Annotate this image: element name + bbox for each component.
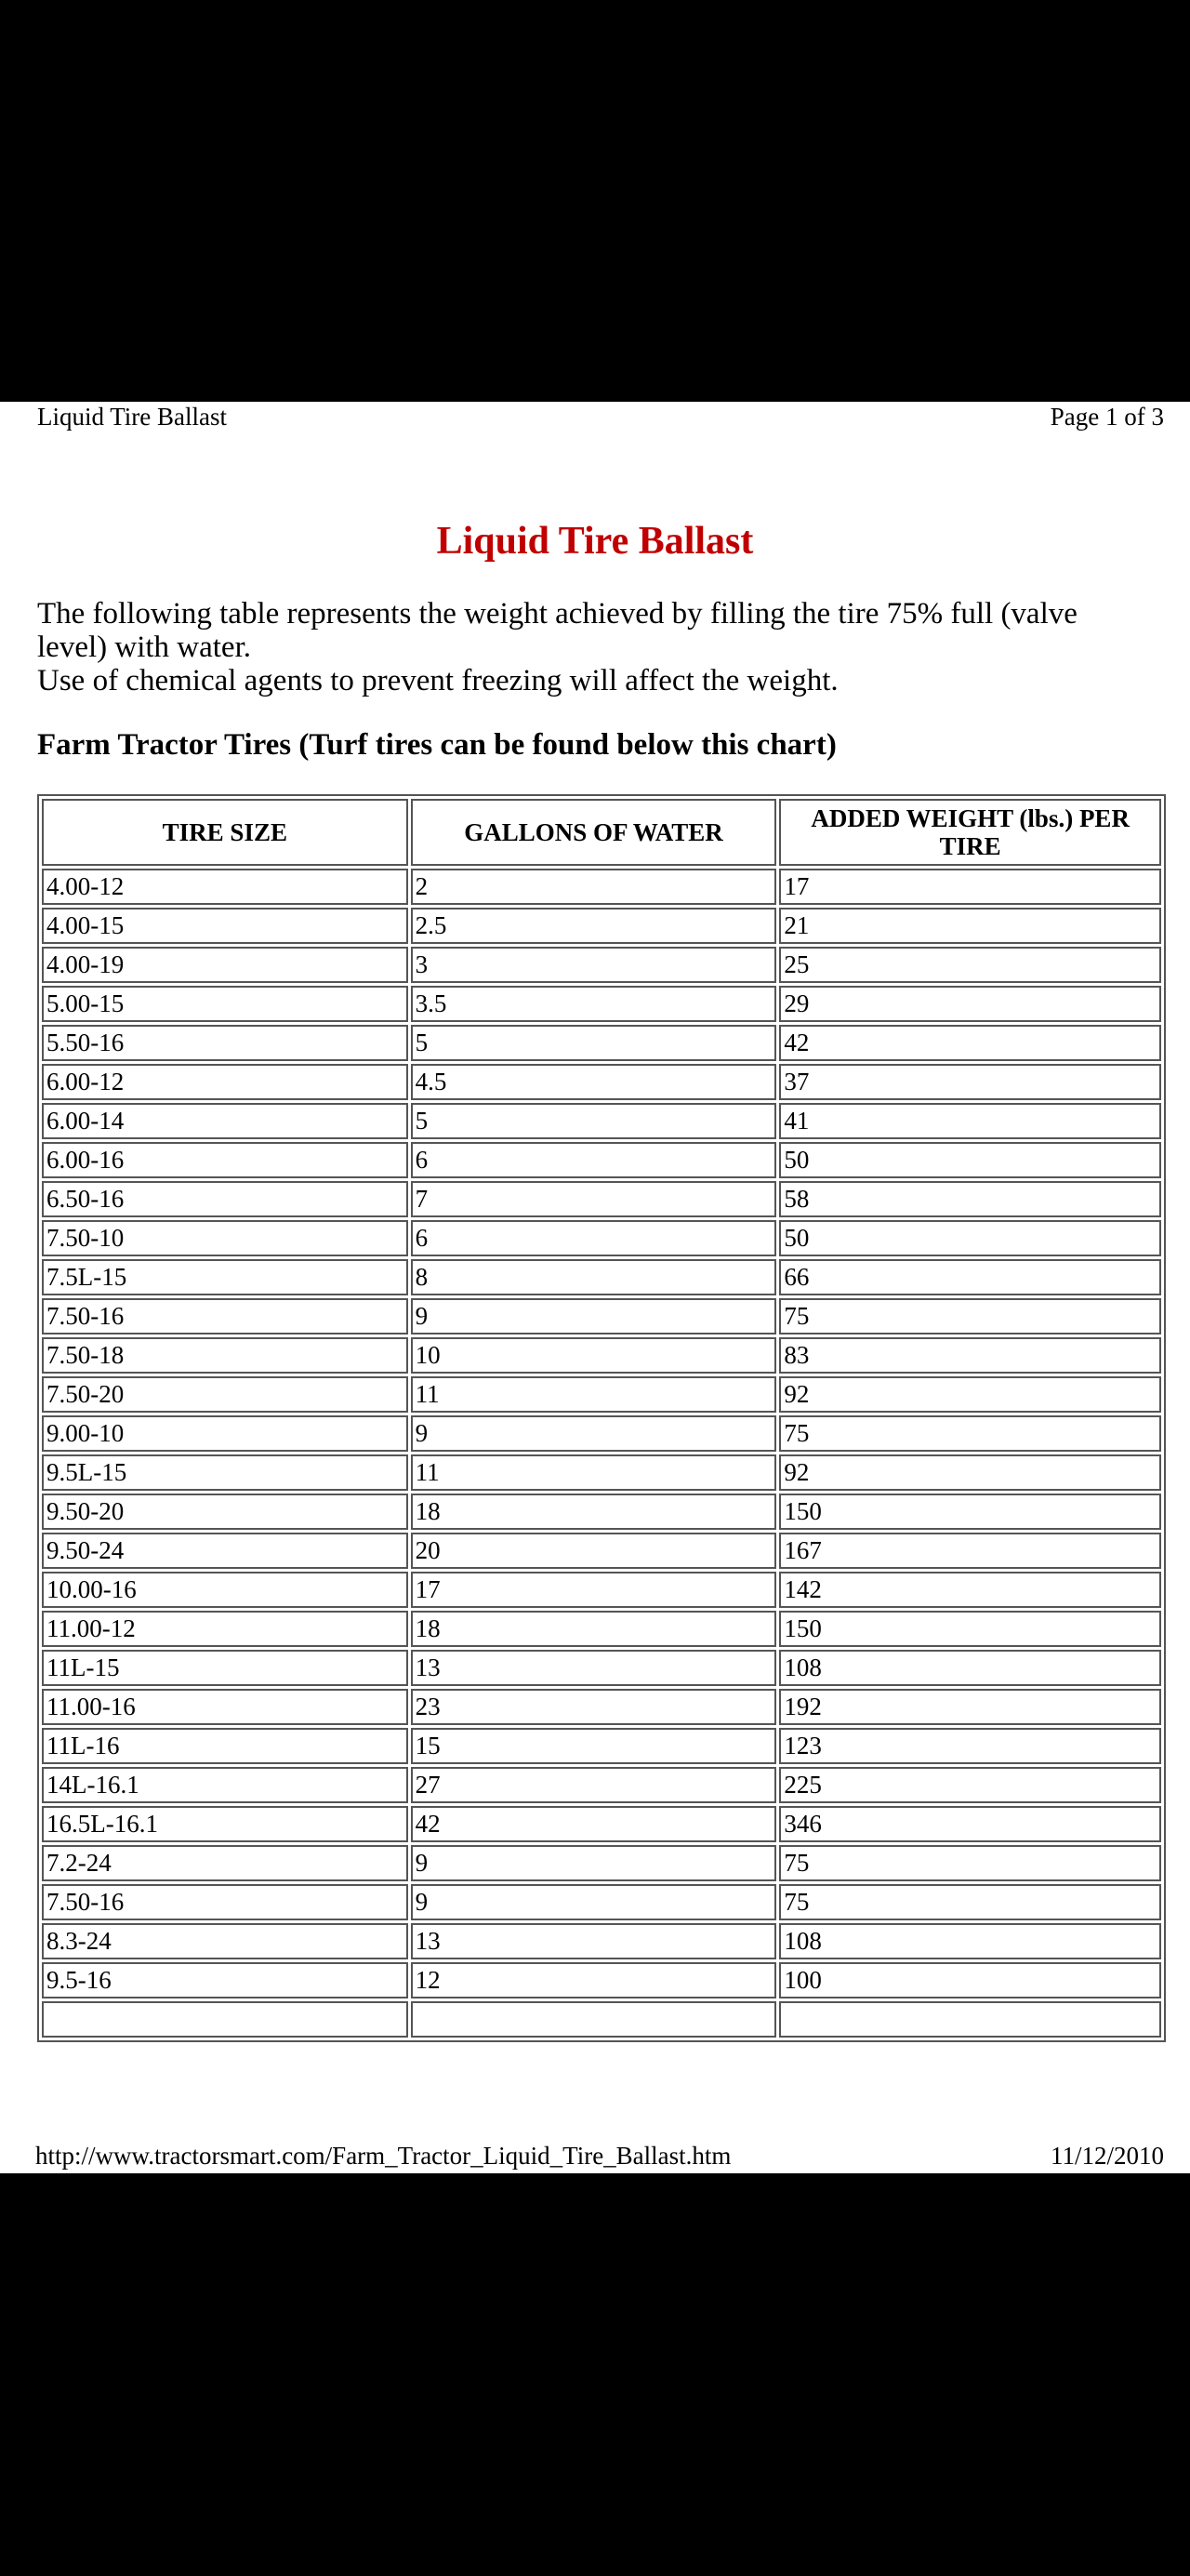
document-page: [0, 402, 1190, 2173]
table-row: [42, 1103, 1161, 1139]
table-row: [42, 1025, 1161, 1061]
cell-added-weight: 225: [779, 1767, 1161, 1803]
cell-tire-size: 8.3-24: [42, 1923, 408, 1959]
cell-gallons: 6: [411, 1142, 777, 1178]
cell-gallons: 6: [411, 1220, 777, 1256]
cell-gallons: 3: [411, 947, 777, 983]
table-row: [42, 1650, 1161, 1686]
cell-tire-size: 9.50-24: [42, 1533, 408, 1569]
cell-added-weight: 167: [779, 1533, 1161, 1569]
cell-gallons: 9: [411, 1415, 777, 1452]
table-row: [42, 1220, 1161, 1256]
cell-tire-size: 9.50-20: [42, 1494, 408, 1530]
cell-added-weight: [779, 2001, 1161, 2038]
cell-added-weight: 75: [779, 1884, 1161, 1920]
table-row: [42, 1298, 1161, 1334]
cell-added-weight: 29: [779, 986, 1161, 1022]
cell-gallons: 9: [411, 1845, 777, 1881]
cell-added-weight: 142: [779, 1572, 1161, 1608]
table-row: [42, 947, 1161, 983]
table-row: [42, 1181, 1161, 1217]
table-row: [42, 1454, 1161, 1491]
table-row: [42, 1494, 1161, 1530]
cell-added-weight: 17: [779, 869, 1161, 905]
cell-added-weight: 50: [779, 1142, 1161, 1178]
footer-url: http://www.tractorsmart.com/Farm_Tractor_Liquid_Tire_Ballast.htm: [35, 2142, 732, 2170]
table-row: [42, 986, 1161, 1022]
cell-added-weight: 92: [779, 1454, 1161, 1491]
cell-gallons: 5: [411, 1025, 777, 1061]
cell-gallons: 23: [411, 1689, 777, 1725]
cell-tire-size: 10.00-16: [42, 1572, 408, 1608]
cell-tire-size: 4.00-12: [42, 869, 408, 905]
cell-added-weight: 83: [779, 1337, 1161, 1374]
table-row: [42, 1611, 1161, 1647]
cell-gallons: 42: [411, 1806, 777, 1842]
table-row: [42, 1689, 1161, 1725]
cell-tire-size: 6.50-16: [42, 1181, 408, 1217]
cell-gallons: 12: [411, 1962, 777, 1998]
table-row: [42, 1142, 1161, 1178]
cell-tire-size: 6.00-14: [42, 1103, 408, 1139]
cell-added-weight: 92: [779, 1376, 1161, 1413]
cell-tire-size: [42, 2001, 408, 2038]
table-container: [37, 794, 1166, 2450]
cell-added-weight: 41: [779, 1103, 1161, 1139]
cell-gallons: 9: [411, 1298, 777, 1334]
cell-added-weight: 66: [779, 1259, 1161, 1295]
cell-added-weight: 50: [779, 1220, 1161, 1256]
table-row: [42, 1962, 1161, 1998]
cell-tire-size: 5.50-16: [42, 1025, 408, 1061]
cell-added-weight: 37: [779, 1064, 1161, 1100]
ballast-table: [37, 794, 1166, 2042]
table-row: [42, 1767, 1161, 1803]
cell-added-weight: 150: [779, 1494, 1161, 1530]
cell-tire-size: 11L-15: [42, 1650, 408, 1686]
cell-tire-size: 9.5-16: [42, 1962, 408, 1998]
cell-gallons: 13: [411, 1923, 777, 1959]
table-row: [42, 2001, 1161, 2038]
cell-added-weight: 100: [779, 1962, 1161, 1998]
cell-tire-size: 4.00-19: [42, 947, 408, 983]
cell-added-weight: 58: [779, 1181, 1161, 1217]
cell-added-weight: 75: [779, 1845, 1161, 1881]
cell-gallons: 11: [411, 1454, 777, 1491]
cell-tire-size: 7.50-16: [42, 1884, 408, 1920]
cell-gallons: 4.5: [411, 1064, 777, 1100]
table-row: [42, 1845, 1161, 1881]
cell-added-weight: 108: [779, 1650, 1161, 1686]
cell-gallons: 18: [411, 1494, 777, 1530]
cell-tire-size: 7.50-10: [42, 1220, 408, 1256]
cell-tire-size: 4.00-15: [42, 908, 408, 944]
cell-tire-size: 7.50-20: [42, 1376, 408, 1413]
table-header-row: [42, 799, 1161, 866]
cell-gallons: 8: [411, 1259, 777, 1295]
cell-gallons: 5: [411, 1103, 777, 1139]
cell-added-weight: 75: [779, 1415, 1161, 1452]
table-row: [42, 869, 1161, 905]
cell-tire-size: 9.5L-15: [42, 1454, 408, 1491]
table-row: [42, 1533, 1161, 1569]
table-row: [42, 1884, 1161, 1920]
cell-tire-size: 14L-16.1: [42, 1767, 408, 1803]
cell-gallons: 11: [411, 1376, 777, 1413]
intro-line-2: Use of chemical agents to prevent freezing will affect the weight.: [37, 664, 839, 697]
page-number: Page 1 of 3: [1050, 403, 1164, 431]
cell-gallons: 20: [411, 1533, 777, 1569]
cell-gallons: 15: [411, 1728, 777, 1764]
cell-added-weight: 346: [779, 1806, 1161, 1842]
intro-text: [37, 597, 1153, 697]
cell-added-weight: 21: [779, 908, 1161, 944]
table-row: [42, 1259, 1161, 1295]
cell-gallons: 27: [411, 1767, 777, 1803]
cell-gallons: 2.5: [411, 908, 777, 944]
cell-tire-size: 9.00-10: [42, 1415, 408, 1452]
table-row: [42, 1728, 1161, 1764]
cell-added-weight: 123: [779, 1728, 1161, 1764]
table-row: [42, 1064, 1161, 1100]
cell-tire-size: 6.00-12: [42, 1064, 408, 1100]
cell-gallons: 10: [411, 1337, 777, 1374]
cell-gallons: 17: [411, 1572, 777, 1608]
table-row: [42, 1806, 1161, 1842]
cell-gallons: [411, 2001, 777, 2038]
cell-gallons: 18: [411, 1611, 777, 1647]
cell-tire-size: 16.5L-16.1: [42, 1806, 408, 1842]
header-tire-size: TIRE SIZE: [42, 799, 408, 866]
cell-tire-size: 7.50-18: [42, 1337, 408, 1374]
header-gallons: GALLONS OF WATER: [411, 799, 777, 866]
page-header-title: Liquid Tire Ballast: [37, 403, 228, 431]
cell-tire-size: 11.00-12: [42, 1611, 408, 1647]
cell-tire-size: 7.5L-15: [42, 1259, 408, 1295]
table-row: [42, 1415, 1161, 1452]
table-row: [42, 1337, 1161, 1374]
table-row: [42, 1923, 1161, 1959]
cell-added-weight: 25: [779, 947, 1161, 983]
cell-gallons: 2: [411, 869, 777, 905]
cell-gallons: 3.5: [411, 986, 777, 1022]
cell-gallons: 7: [411, 1181, 777, 1217]
cell-gallons: 13: [411, 1650, 777, 1686]
intro-line-1: The following table represents the weight achieved by filling the tire 75% full (valve level) with water.: [37, 597, 1078, 664]
cell-tire-size: 11.00-16: [42, 1689, 408, 1725]
cell-added-weight: 42: [779, 1025, 1161, 1061]
cell-gallons: 9: [411, 1884, 777, 1920]
cell-tire-size: 11L-16: [42, 1728, 408, 1764]
cell-added-weight: 150: [779, 1611, 1161, 1647]
header-added-weight: ADDED WEIGHT (lbs.) PER TIRE: [779, 799, 1161, 866]
footer-date: 11/12/2010: [1050, 2142, 1164, 2170]
cell-tire-size: 7.50-16: [42, 1298, 408, 1334]
cell-tire-size: 7.2-24: [42, 1845, 408, 1881]
table-row: [42, 908, 1161, 944]
cell-tire-size: 6.00-16: [42, 1142, 408, 1178]
table-row: [42, 1572, 1161, 1608]
cell-added-weight: 192: [779, 1689, 1161, 1725]
cell-added-weight: 108: [779, 1923, 1161, 1959]
table-row: [42, 1376, 1161, 1413]
cell-added-weight: 75: [779, 1298, 1161, 1334]
section-heading: Farm Tractor Tires (Turf tires can be found below this chart): [37, 728, 837, 762]
page-title: Liquid Tire Ballast: [436, 520, 754, 563]
cell-tire-size: 5.00-15: [42, 986, 408, 1022]
